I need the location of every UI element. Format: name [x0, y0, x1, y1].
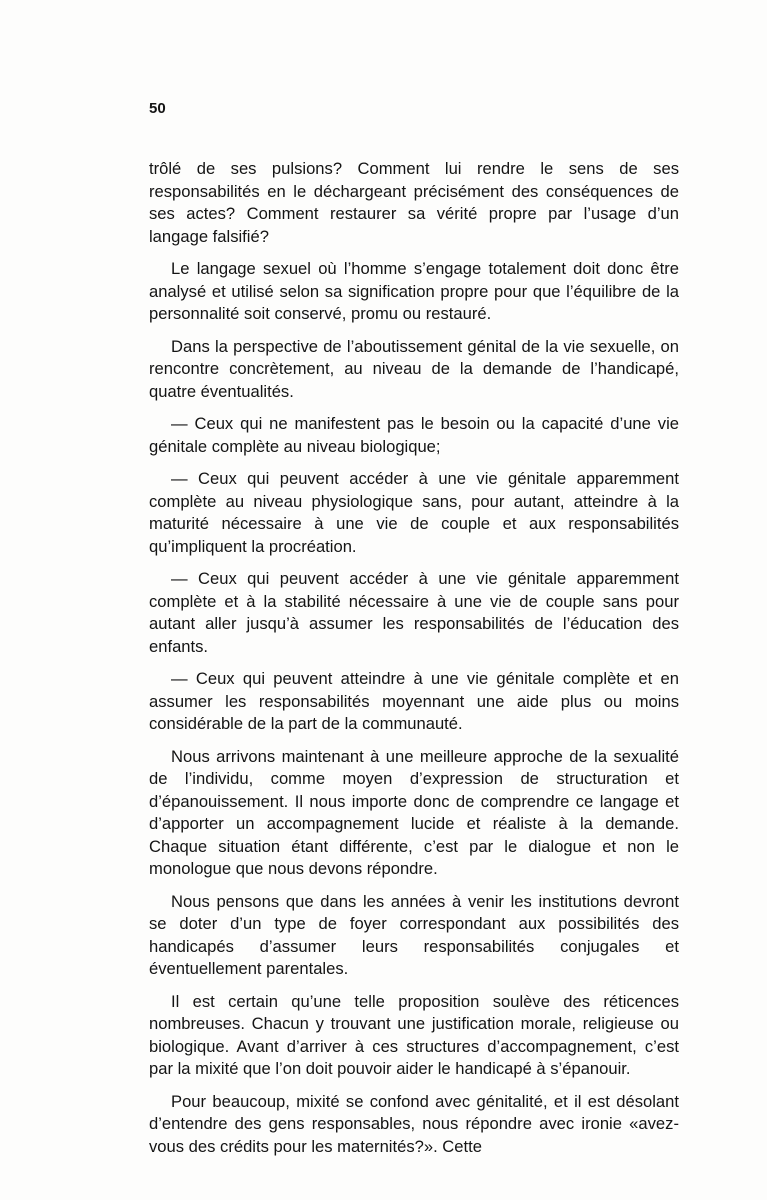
paragraph-3: Dans la perspective de l’aboutissement génital de la vie sexuelle, on rencontre concrètement, au niveau de la demande de l’handicapé, quatre éventualités. [149, 336, 679, 401]
page-number: 50 [149, 100, 166, 117]
paragraph-4: Nous arrivons maintenant à une meilleure approche de la sexualité de l’individu, comme moyen d’expression de structuration et d’épanouissement. Il nous importe donc de comprendre ce langage et d’apporter un accompagnement lucide et réaliste à la demande. Chaque situation étant différente, c’est par le dialogue et non le monologue que nous devons répondre. [149, 746, 679, 878]
list-item-2: — Ceux qui peuvent accéder à une vie génitale apparemment complète au niveau physiologique sans, pour autant, atteindre à la maturité nécessaire à une vie de couple et aux responsabilités qu’impliquent la procréation. [149, 469, 679, 556]
list-item-1: — Ceux qui ne manifestent pas le besoin ou la capacité d’une vie génitale complète au niveau biologique; [149, 414, 679, 456]
list-item-4: — Ceux qui peuvent atteindre à une vie génitale complète et en assumer les responsabilités moyennant une aide plus ou moins considérable de la part de la communauté. [149, 669, 679, 733]
body-text [149, 158, 679, 1168]
list-item-3: — Ceux qui peuvent accéder à une vie génitale apparemment complète et à la stabilité nécessaire à une vie de couple sans pour autant aller jusqu’à assumer les responsabilités de l’éducation des enfants. [149, 569, 679, 656]
paragraph-2: Le langage sexuel où l’homme s’engage totalement doit donc être analysé et utilisé selon sa signification propre pour que l’équilibre de la personnalité soit conservé, promu ou restauré. [149, 259, 679, 323]
paragraph-1: trôlé de ses pulsions? Comment lui rendre le sens de ses responsabilités en le déchargeant précisément des conséquences de ses actes? Comment restaurer sa vérité propre par l’usage d’un langage falsifié? [149, 159, 679, 246]
paragraph-6: Il est certain qu’une telle proposition soulève des réticences nombreuses. Chacun y trouvant une justification morale, religieuse ou biologique. Avant d’arriver à ces structures d’accompagnement, c’est par la mixité que l’on doit pouvoir aider le handicapé à s’épanouir. [149, 991, 679, 1078]
paragraph-7: Pour beaucoup, mixité se confond avec génitalité, et il est désolant d’entendre des gens responsables, nous répondre avec ironie «avez-vous des crédits pour les maternités?». Cette [149, 1091, 679, 1156]
paragraph-5: Nous pensons que dans les années à venir les institutions devront se doter d’un type de foyer correspondant aux possibilités des handicapés d’assumer leurs responsabilités conjugales et éventuellement parentales. [149, 891, 679, 978]
